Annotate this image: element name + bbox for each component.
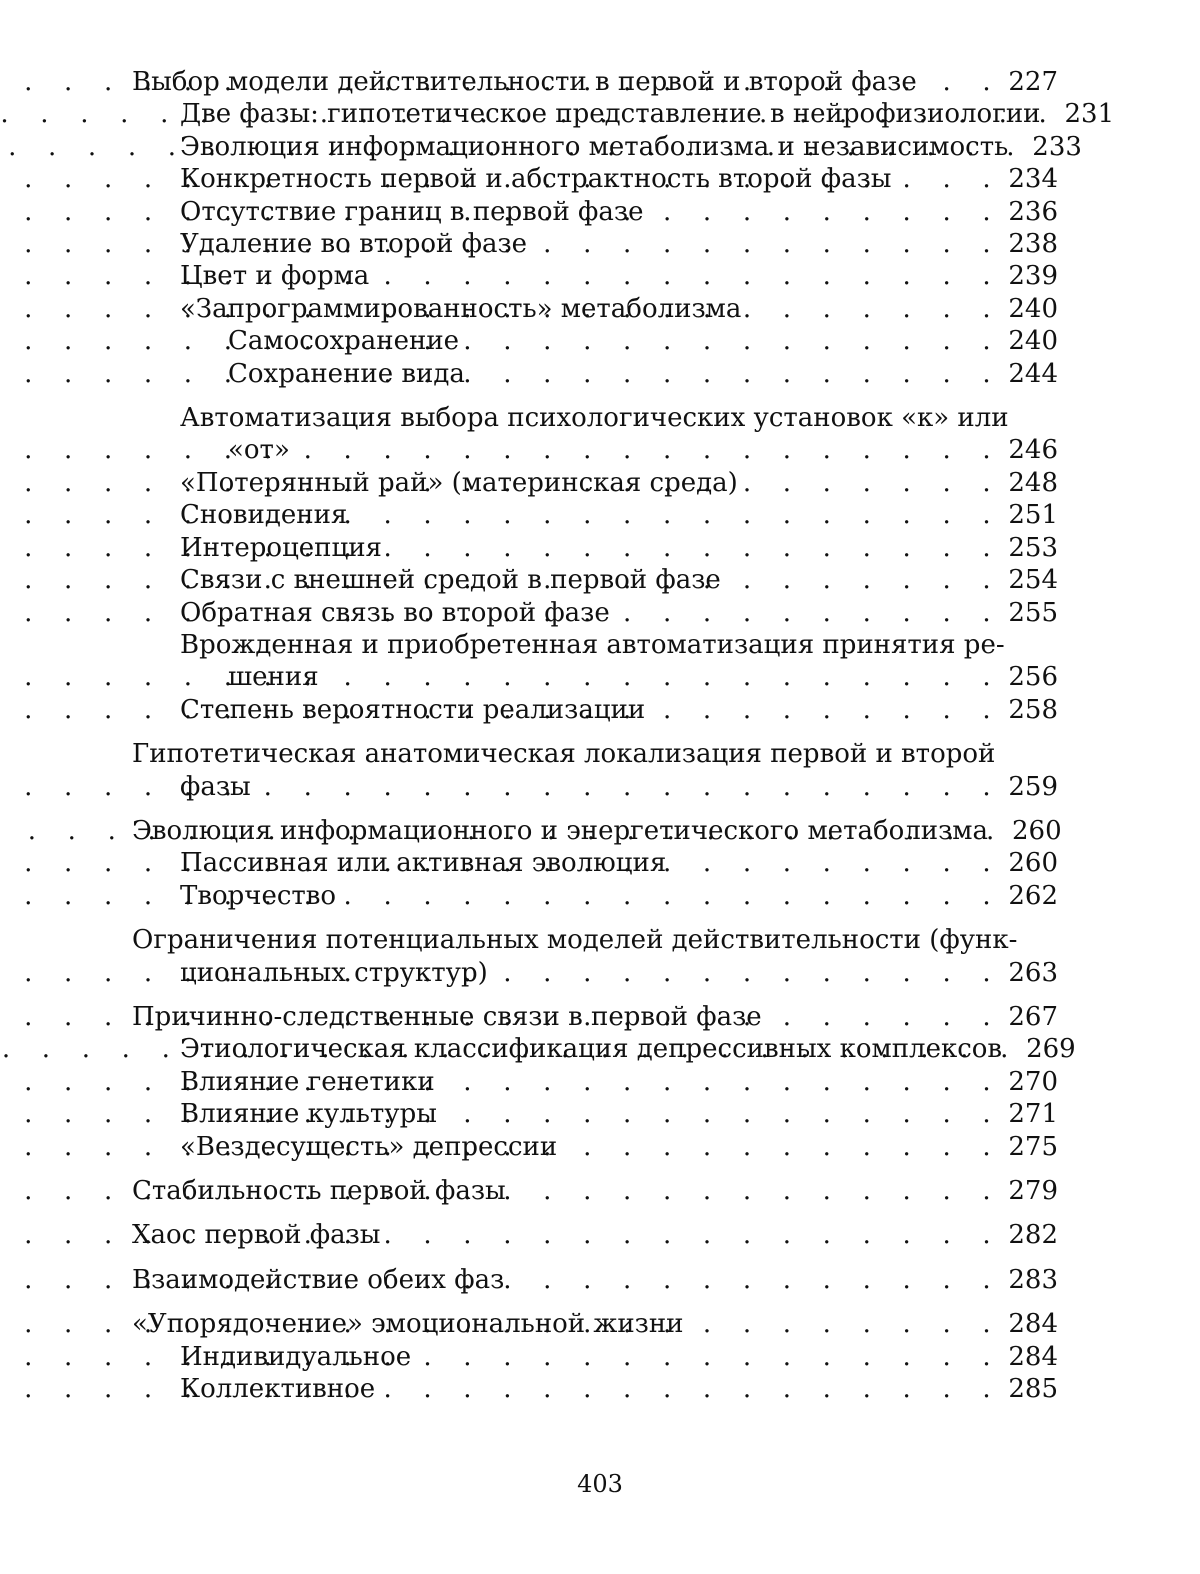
toc-entry-page: 253 bbox=[1008, 532, 1058, 564]
dot-leader bbox=[651, 694, 1002, 726]
toc-entry-title: Эволюция информационного метаболизма и независимость bbox=[180, 131, 1008, 163]
toc-entry-page: 275 bbox=[1008, 1131, 1058, 1163]
toc-entry-page: 263 bbox=[1008, 957, 1058, 989]
toc-entry-title: Степень вероятности реализации bbox=[180, 694, 645, 726]
toc-entry-title-line1: Гипотетическая анатомическая локализация первой и второй bbox=[132, 738, 1058, 770]
toc-entry-line bbox=[132, 1001, 1058, 1033]
toc-entry-line bbox=[180, 1341, 1058, 1373]
toc-entry-line bbox=[228, 325, 1058, 357]
toc-entry-page: 239 bbox=[1008, 260, 1058, 292]
dot-leader bbox=[441, 1066, 1003, 1098]
toc-entry-line bbox=[180, 532, 1058, 564]
toc-entry-page: 238 bbox=[1008, 228, 1058, 260]
toc-entry-title: Связи с внешней средой в первой фазе bbox=[180, 564, 721, 596]
toc-entry bbox=[132, 228, 1058, 260]
toc-entry-page: 227 bbox=[1008, 66, 1058, 98]
dot-leader bbox=[994, 815, 1006, 847]
dot-leader bbox=[689, 1308, 1002, 1340]
dot-leader bbox=[353, 499, 1002, 531]
toc-entry bbox=[132, 924, 1058, 989]
toc-entry-title-line2: шения bbox=[228, 661, 319, 693]
toc-entry-page: 240 bbox=[1008, 325, 1058, 357]
toc-entry bbox=[132, 532, 1058, 564]
toc-entry bbox=[132, 1131, 1058, 1163]
toc-entry-line bbox=[180, 597, 1058, 629]
toc-entry bbox=[132, 358, 1058, 390]
toc-entry-title: Отсутствие границ в первой фазе bbox=[180, 196, 643, 228]
toc-entry bbox=[132, 597, 1058, 629]
toc-entry-title: «Вездесущесть» депрессии bbox=[180, 1131, 557, 1163]
toc-entry-line bbox=[180, 847, 1058, 879]
toc-entry-line bbox=[132, 957, 1058, 989]
toc-entry-line bbox=[132, 1308, 1058, 1340]
toc-entry-line bbox=[180, 228, 1058, 260]
toc-entry-title-line2: фазы bbox=[180, 771, 251, 803]
toc-entry-title-line1: Врожденная и приобретенная автоматизация принятия ре- bbox=[180, 629, 1058, 661]
toc-entry-page: 244 bbox=[1008, 358, 1058, 390]
toc-entry-line bbox=[180, 131, 1058, 163]
toc-entry-line bbox=[132, 66, 1058, 98]
toc-entry-line bbox=[180, 694, 1058, 726]
toc-entry-page: 231 bbox=[1065, 98, 1115, 130]
toc-entry-page: 279 bbox=[1008, 1175, 1058, 1207]
toc-entry bbox=[132, 629, 1058, 694]
table-of-contents bbox=[132, 66, 1058, 1405]
toc-entry bbox=[132, 260, 1058, 292]
dot-leader bbox=[471, 358, 1003, 390]
toc-entry bbox=[132, 880, 1058, 912]
toc-entry-page: 251 bbox=[1008, 499, 1058, 531]
toc-entry-page: 255 bbox=[1008, 597, 1058, 629]
toc-entry-line bbox=[132, 815, 1058, 847]
toc-entry-title-line1: Ограничения потенциальных моделей действительности (функ- bbox=[132, 924, 1058, 956]
toc-entry-line bbox=[180, 434, 1058, 466]
toc-entry-line bbox=[132, 1264, 1058, 1296]
toc-entry-line bbox=[180, 499, 1058, 531]
dot-leader bbox=[443, 1098, 1002, 1130]
toc-entry bbox=[132, 98, 1058, 130]
toc-entry bbox=[132, 402, 1058, 467]
toc-entry-page: 260 bbox=[1012, 815, 1062, 847]
toc-entry-title: Причинно-следственные связи в первой фазе bbox=[132, 1001, 762, 1033]
toc-entry-title: Этиологическая классификация депрессивных комплексов bbox=[180, 1033, 1002, 1065]
toc-entry-page: 248 bbox=[1008, 467, 1058, 499]
toc-entry-page: 267 bbox=[1008, 1001, 1058, 1033]
toc-entry-page: 284 bbox=[1008, 1308, 1058, 1340]
dot-leader bbox=[897, 163, 1002, 195]
toc-entry bbox=[132, 1033, 1058, 1065]
toc-entry-page: 283 bbox=[1008, 1264, 1058, 1296]
toc-entry-page: 254 bbox=[1008, 564, 1058, 596]
dot-leader bbox=[563, 1131, 1002, 1163]
dot-leader bbox=[533, 228, 1002, 260]
toc-entry-line bbox=[180, 1033, 1058, 1065]
toc-entry-line bbox=[180, 1066, 1058, 1098]
toc-entry-title: Обратная связь во второй фазе bbox=[180, 597, 610, 629]
toc-entry-title: Пассивная или активная эволюция bbox=[180, 847, 666, 879]
toc-entry-line bbox=[132, 771, 1058, 803]
dot-leader bbox=[1014, 131, 1026, 163]
toc-entry-line bbox=[132, 1175, 1058, 1207]
toc-entry bbox=[132, 66, 1058, 98]
dot-leader bbox=[747, 293, 1002, 325]
dot-leader bbox=[768, 1001, 1003, 1033]
dot-leader bbox=[672, 847, 1002, 879]
toc-entry-line bbox=[180, 880, 1058, 912]
toc-entry-title: «Упорядочение» эмоциональной жизни bbox=[132, 1308, 683, 1340]
dot-leader bbox=[257, 771, 1003, 803]
toc-entry-line bbox=[180, 293, 1058, 325]
toc-entry-title: Взаимодействие обеих фаз bbox=[132, 1264, 504, 1296]
toc-entry-title: Две фазы: гипотетическое представление в нейрофизиологии bbox=[180, 98, 1041, 130]
toc-entry-title: Самосохранение bbox=[228, 325, 459, 357]
toc-entry-title: Эволюция информационного и энергетического метаболизма bbox=[132, 815, 988, 847]
toc-entry-title: Выбор модели действительности в первой и второй фазе bbox=[132, 66, 917, 98]
toc-entry-page: 260 bbox=[1008, 847, 1058, 879]
toc-entry-line bbox=[180, 98, 1058, 130]
toc-entry-title-line2: «от» bbox=[228, 434, 290, 466]
toc-entry-page: 271 bbox=[1008, 1098, 1058, 1130]
dot-leader bbox=[417, 1341, 1002, 1373]
toc-entry-title: «Запрограммированность» метаболизма bbox=[180, 293, 741, 325]
dot-leader bbox=[510, 1264, 1002, 1296]
toc-entry-line bbox=[180, 467, 1058, 499]
toc-entry-page: 284 bbox=[1008, 1341, 1058, 1373]
toc-entry-line bbox=[180, 1373, 1058, 1405]
toc-entry bbox=[132, 131, 1058, 163]
toc-entry bbox=[132, 847, 1058, 879]
toc-entry-line bbox=[180, 661, 1058, 693]
toc-entry-line bbox=[180, 1098, 1058, 1130]
dot-leader bbox=[388, 532, 1002, 564]
toc-entry bbox=[132, 499, 1058, 531]
toc-entry-page: 234 bbox=[1008, 163, 1058, 195]
dot-leader bbox=[923, 66, 1003, 98]
toc-entry bbox=[132, 694, 1058, 726]
toc-entry-title: Конкретность первой и абстрактность второй фазы bbox=[180, 163, 891, 195]
toc-entry bbox=[132, 196, 1058, 228]
dot-leader bbox=[727, 564, 1003, 596]
toc-entry bbox=[132, 738, 1058, 803]
toc-entry-title: Творчество bbox=[180, 880, 336, 912]
toc-entry bbox=[132, 1373, 1058, 1405]
dot-leader bbox=[342, 880, 1002, 912]
toc-entry-page: 269 bbox=[1026, 1033, 1076, 1065]
toc-entry-page: 259 bbox=[1008, 771, 1058, 803]
toc-entry-line bbox=[180, 1131, 1058, 1163]
toc-entry-title: Цвет и форма bbox=[180, 260, 369, 292]
toc-entry bbox=[132, 325, 1058, 357]
toc-entry bbox=[132, 1219, 1058, 1251]
dot-leader bbox=[465, 325, 1002, 357]
toc-entry-title: Сохранение вида bbox=[228, 358, 465, 390]
toc-entry-title: Стабильность первой фазы bbox=[132, 1175, 506, 1207]
toc-entry-page: 285 bbox=[1008, 1373, 1058, 1405]
toc-entry-title: «Потерянный рай» (материнская среда) bbox=[180, 467, 738, 499]
toc-entry-page: 236 bbox=[1008, 196, 1058, 228]
toc-entry bbox=[132, 1308, 1058, 1340]
toc-entry-title: Хаос первой фазы bbox=[132, 1219, 380, 1251]
toc-entry-title: Влияние генетики bbox=[180, 1066, 435, 1098]
toc-entry-title: Влияние культуры bbox=[180, 1098, 437, 1130]
toc-entry-line bbox=[180, 564, 1058, 596]
dot-leader bbox=[381, 1373, 1002, 1405]
toc-entry-line bbox=[180, 163, 1058, 195]
toc-entry-line bbox=[180, 260, 1058, 292]
toc-entry bbox=[132, 1001, 1058, 1033]
toc-entry-page: 240 bbox=[1008, 293, 1058, 325]
dot-leader bbox=[649, 196, 1002, 228]
toc-entry-page: 233 bbox=[1032, 131, 1082, 163]
toc-entry bbox=[132, 163, 1058, 195]
toc-entry bbox=[132, 815, 1058, 847]
toc-entry-line bbox=[228, 358, 1058, 390]
toc-entry bbox=[132, 1175, 1058, 1207]
dot-leader bbox=[1008, 1033, 1020, 1065]
toc-entry-title: Интероцепция bbox=[180, 532, 382, 564]
toc-entry-line bbox=[132, 1219, 1058, 1251]
toc-entry bbox=[132, 564, 1058, 596]
dot-leader bbox=[375, 260, 1002, 292]
dot-leader bbox=[1047, 98, 1059, 130]
dot-leader bbox=[744, 467, 1003, 499]
toc-entry-page: 270 bbox=[1008, 1066, 1058, 1098]
toc-entry-page: 258 bbox=[1008, 694, 1058, 726]
toc-entry-page: 246 bbox=[1008, 434, 1058, 466]
toc-entry bbox=[132, 1264, 1058, 1296]
dot-leader bbox=[386, 1219, 1002, 1251]
dot-leader bbox=[296, 434, 1003, 466]
toc-entry-line bbox=[180, 196, 1058, 228]
page-number: 403 bbox=[0, 1470, 1200, 1498]
toc-entry-title-line1: Автоматизация выбора психологических установок «к» или bbox=[180, 402, 1058, 434]
toc-entry-page: 256 bbox=[1008, 661, 1058, 693]
dot-leader bbox=[325, 661, 1003, 693]
toc-entry-title-line2: циональных структур) bbox=[180, 957, 488, 989]
toc-entry bbox=[132, 293, 1058, 325]
toc-entry-page: 262 bbox=[1008, 880, 1058, 912]
toc-entry bbox=[132, 1066, 1058, 1098]
dot-leader bbox=[616, 597, 1003, 629]
toc-entry-title: Удаление во второй фазе bbox=[180, 228, 527, 260]
toc-entry bbox=[132, 467, 1058, 499]
dot-leader bbox=[494, 957, 1003, 989]
toc-entry-page: 282 bbox=[1008, 1219, 1058, 1251]
dot-leader bbox=[512, 1175, 1003, 1207]
toc-entry-title: Сновидения bbox=[180, 499, 347, 531]
toc-entry-title: Коллективное bbox=[180, 1373, 375, 1405]
toc-entry bbox=[132, 1098, 1058, 1130]
toc-entry-title: Индивидуальное bbox=[180, 1341, 411, 1373]
toc-entry bbox=[132, 1341, 1058, 1373]
